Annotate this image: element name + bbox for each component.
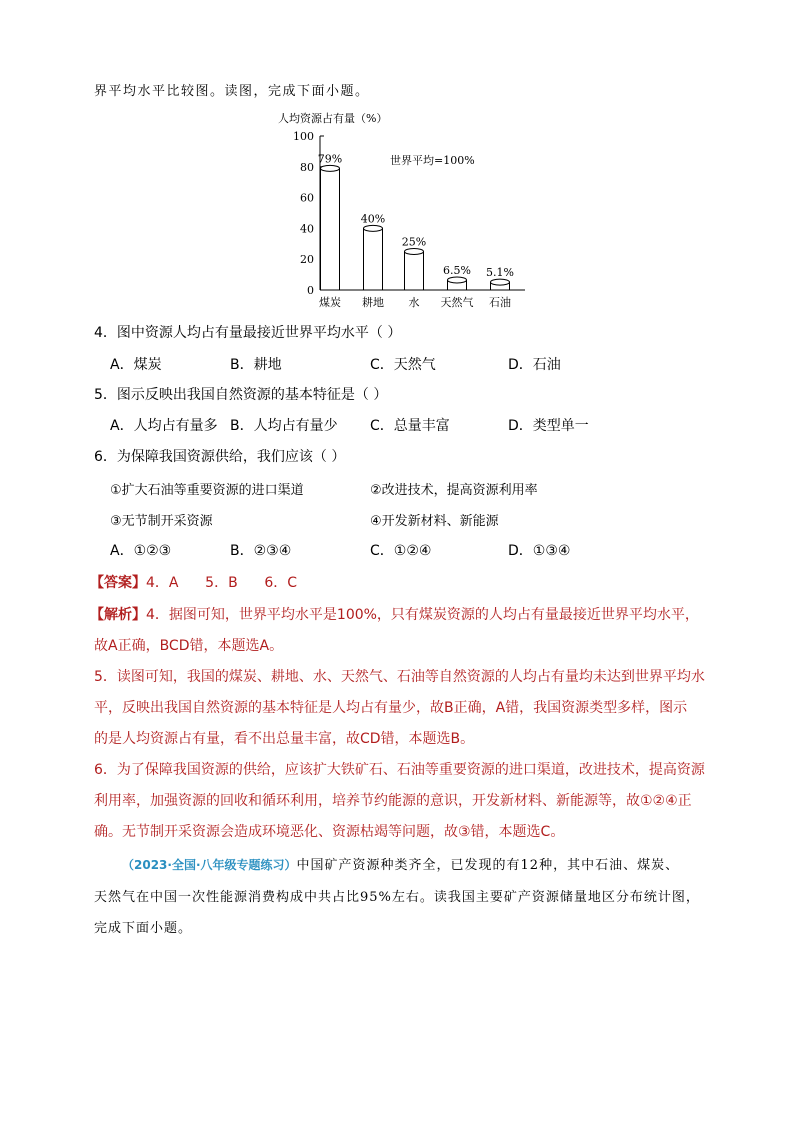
next-intro-line-1 xyxy=(122,854,679,873)
analysis-line-3: 5．读图可知，我国的煤炭、耕地、水、天然气、石油等自然资源的人均占有量均未达到世界平均水 xyxy=(94,669,705,685)
bar-value-label: 40% xyxy=(360,212,386,226)
question-4: 4．图中资源人均占有量最接近世界平均水平（ ） xyxy=(94,325,402,341)
analysis-text-1: 4．据图可知，世界平均水平是100%，只有煤炭资源的人均占有量最接近世界平均水平， xyxy=(146,607,699,623)
bar-value-label: 6.5% xyxy=(443,263,471,277)
q5-option-b: B．人均占有量少 xyxy=(230,418,338,434)
answer-text: 4．A 5．B 6．C xyxy=(146,575,298,591)
q6-item-1: ①扩大石油等重要资源的进口渠道 xyxy=(110,483,304,498)
q6-option-d: D．①③④ xyxy=(508,543,571,559)
y-tick-label: 40 xyxy=(300,222,314,236)
analysis-line-2: 故A正确，BCD错，本题选A。 xyxy=(94,638,284,654)
q5-option-d: D．类型单一 xyxy=(508,418,589,434)
intro-text: 界平均水平比较图。读图，完成下面小题。 xyxy=(94,84,370,99)
bar-cylinder-top xyxy=(364,225,383,231)
bar-cylinder-top xyxy=(491,279,510,285)
q6-item-2: ②改进技术，提高资源利用率 xyxy=(370,483,538,498)
x-category-label: 天然气 xyxy=(440,296,474,309)
q6-option-a: A．①②③ xyxy=(110,543,172,559)
y-axis-label: 人均资源占有量（%） xyxy=(278,112,388,125)
bar-cylinder-top xyxy=(321,165,340,171)
answer-key-label: 【答案】 xyxy=(90,575,146,591)
q4-option-d: D．石油 xyxy=(508,357,561,373)
analysis-key-label: 【解析】 xyxy=(90,607,146,623)
x-category-label: 水 xyxy=(408,296,420,309)
q4-option-a: A．煤炭 xyxy=(110,357,162,373)
q4-option-c: C．天然气 xyxy=(370,357,436,373)
next-intro-line-2: 天然气在中国一次性能源消费构成中共占比95%左右。读我国主要矿产资源储量地区分布统计图， xyxy=(94,890,700,905)
question-5: 5．图示反映出我国自然资源的基本特征是（ ） xyxy=(94,387,388,403)
analysis-line-5: 的是人均资源占有量，看不出总量丰富，故CD错，本题选B。 xyxy=(94,731,475,747)
bar-cylinder-top xyxy=(448,277,467,283)
next-intro-text-1: 中国矿产资源种类齐全，已发现的有12种，其中石油、煤炭、 xyxy=(296,858,680,873)
y-tick-label: 60 xyxy=(300,191,314,205)
analysis-line-8: 确。无节制开采资源会造成环境恶化、资源枯竭等问题，故③错，本题选C。 xyxy=(94,824,565,840)
q5-option-c: C．总量丰富 xyxy=(370,418,450,434)
next-intro-line-3: 完成下面小题。 xyxy=(94,921,193,936)
x-category-label: 石油 xyxy=(489,296,511,309)
y-tick-label: 80 xyxy=(300,160,314,174)
analysis-line-7: 利用率，加强资源的回收和循环利用，培养节约能源的意识，开发新材料、新能源等，故①②④正 xyxy=(94,793,692,809)
chart-annotation: 世界平均=100% xyxy=(390,154,475,167)
analysis-line-4: 平，反映出我国自然资源的基本特征是人均占有量少，故B正确，A错，我国资源类型多样，图示 xyxy=(94,700,688,716)
q6-item-4: ④开发新材料、新能源 xyxy=(370,514,499,529)
source-tag: （2023·全国·八年级专题练习） xyxy=(122,858,297,872)
answer-line xyxy=(90,572,297,592)
bar-cylinder-body xyxy=(321,168,340,290)
bar-value-label: 5.1% xyxy=(486,266,514,280)
y-tick-label: 20 xyxy=(300,253,314,267)
resource-bar-chart xyxy=(270,108,532,314)
bar-value-label: 25% xyxy=(401,235,427,249)
bar-value-label: 79% xyxy=(317,152,343,166)
x-category-label: 耕地 xyxy=(362,296,384,309)
y-tick-label: 100 xyxy=(293,130,314,143)
bar-cylinder-body xyxy=(405,252,424,291)
q6-item-3: ③无节制开采资源 xyxy=(110,514,213,529)
x-category-label: 煤炭 xyxy=(319,296,341,309)
q6-option-c: C．①②④ xyxy=(370,543,432,559)
analysis-line-1 xyxy=(90,604,699,624)
question-6: 6．为保障我国资源供给，我们应该（ ） xyxy=(94,449,346,465)
y-tick-label: 0 xyxy=(307,284,314,297)
q6-option-b: B．②③④ xyxy=(230,543,292,559)
bar-cylinder-top xyxy=(405,249,424,255)
q5-option-a: A．人均占有量多 xyxy=(110,418,218,434)
q4-option-b: B．耕地 xyxy=(230,357,282,373)
bar-cylinder-body xyxy=(364,228,383,290)
analysis-line-6: 6．为了保障我国资源的供给，应该扩大铁矿石、石油等重要资源的进口渠道，改进技术，提高资源 xyxy=(94,762,705,778)
